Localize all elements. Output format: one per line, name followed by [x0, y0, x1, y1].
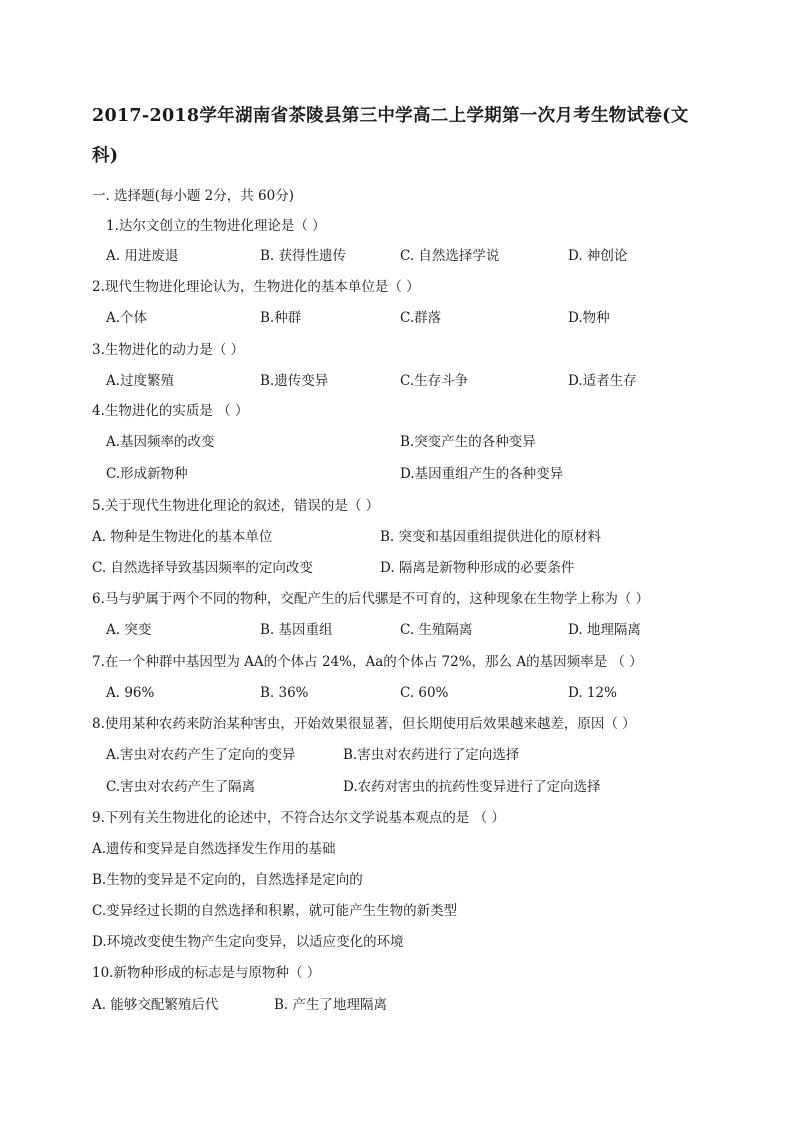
option-a: A. 突变: [106, 622, 152, 638]
option-c: C. 自然选择学说: [400, 248, 500, 264]
option-b: B.遗传变异: [260, 373, 329, 389]
question-stem: 8.使用某种农药来防治某种害虫，开始效果很显著，但长期使用后效果越来越差，原因（ ）: [92, 716, 636, 732]
option-d: D. 神创论: [568, 248, 628, 264]
option-a: A.基因频率的改变: [106, 434, 215, 450]
question-stem: 1.达尔文创立的生物进化理论是（ ）: [106, 218, 326, 234]
option-b: B.害虫对农药进行了定向选择: [343, 747, 520, 763]
question-stem: 4.生物进化的实质是 （ ）: [92, 403, 249, 419]
option-c: C.变异经过长期的自然选择和积累，就可能产生生物的新类型: [92, 903, 458, 919]
option-b: B. 产生了地理隔离: [274, 997, 388, 1013]
question-stem: 5.关于现代生物进化理论的叙述，错误的是（ ）: [92, 498, 380, 514]
option-c: C.害虫对农药产生了隔离: [106, 779, 256, 795]
option-a: A. 用进废退: [106, 248, 179, 264]
option-c: C.群落: [400, 310, 442, 326]
option-a: A.过度繁殖: [106, 373, 175, 389]
option-a: A.遗传和变异是自然选择发生作用的基础: [92, 841, 336, 857]
option-b: B. 获得性遗传: [260, 248, 347, 264]
option-a: A.害虫对农药产生了定向的变异: [106, 747, 296, 763]
option-d: D. 地理隔离: [568, 622, 641, 638]
option-b: B. 突变和基因重组提供进化的原材料: [380, 529, 602, 545]
question-stem: 9.下列有关生物进化的论述中，不符合达尔文学说基本观点的是 （ ）: [92, 810, 505, 826]
exam-title-line1: 2017-2018学年湖南省茶陵县第三中学高二上学期第一次月考生物试卷(文: [92, 106, 689, 126]
option-d: D. 隔离是新物种形成的必要条件: [380, 560, 575, 576]
option-c: C.形成新物种: [106, 466, 188, 482]
option-b: B. 基因重组: [260, 622, 333, 638]
option-d: D.物种: [568, 310, 610, 326]
option-d: D.适者生存: [568, 373, 637, 389]
option-c: C. 生殖隔离: [400, 622, 473, 638]
option-d: D.基因重组产生的各种变异: [400, 466, 564, 482]
question-stem: 3.生物进化的动力是（ ）: [92, 342, 245, 358]
option-d: D. 12%: [568, 685, 617, 701]
option-b: B.生物的变异是不定向的，自然选择是定向的: [92, 872, 363, 888]
question-stem: 2.现代生物进化理论认为，生物进化的基本单位是（ ）: [92, 279, 420, 295]
option-b: B.种群: [260, 310, 302, 326]
option-c: C. 自然选择导致基因频率的定向改变: [92, 560, 313, 576]
option-b: B. 36%: [260, 685, 309, 701]
exam-title-line2: 科): [92, 146, 119, 166]
option-c: C.生存斗争: [400, 373, 469, 389]
option-b: B.突变产生的各种变异: [400, 434, 536, 450]
question-stem: 7.在一个种群中基因型为 AA的个体占 24%，Aa的个体占 72%，那么 A的基因频率是 （ ）: [92, 654, 643, 670]
section-heading: 一. 选择题(每小题 2分，共 60分): [92, 188, 294, 204]
option-a: A. 能够交配繁殖后代: [92, 997, 219, 1013]
option-d: D.农药对害虫的抗药性变异进行了定向选择: [343, 779, 601, 795]
question-stem: 10.新物种形成的标志是与原物种（ ）: [92, 965, 321, 981]
option-a: A. 96%: [106, 685, 155, 701]
option-a: A. 物种是生物进化的基本单位: [92, 529, 273, 545]
option-a: A.个体: [106, 310, 148, 326]
question-stem: 6.马与驴属于两个不同的物种，交配产生的后代骡是不可育的，这种现象在生物学上称为（ ）: [92, 591, 650, 607]
option-c: C. 60%: [400, 685, 449, 701]
option-d: D.环境改变使生物产生定向变异，以适应变化的环境: [92, 934, 404, 950]
